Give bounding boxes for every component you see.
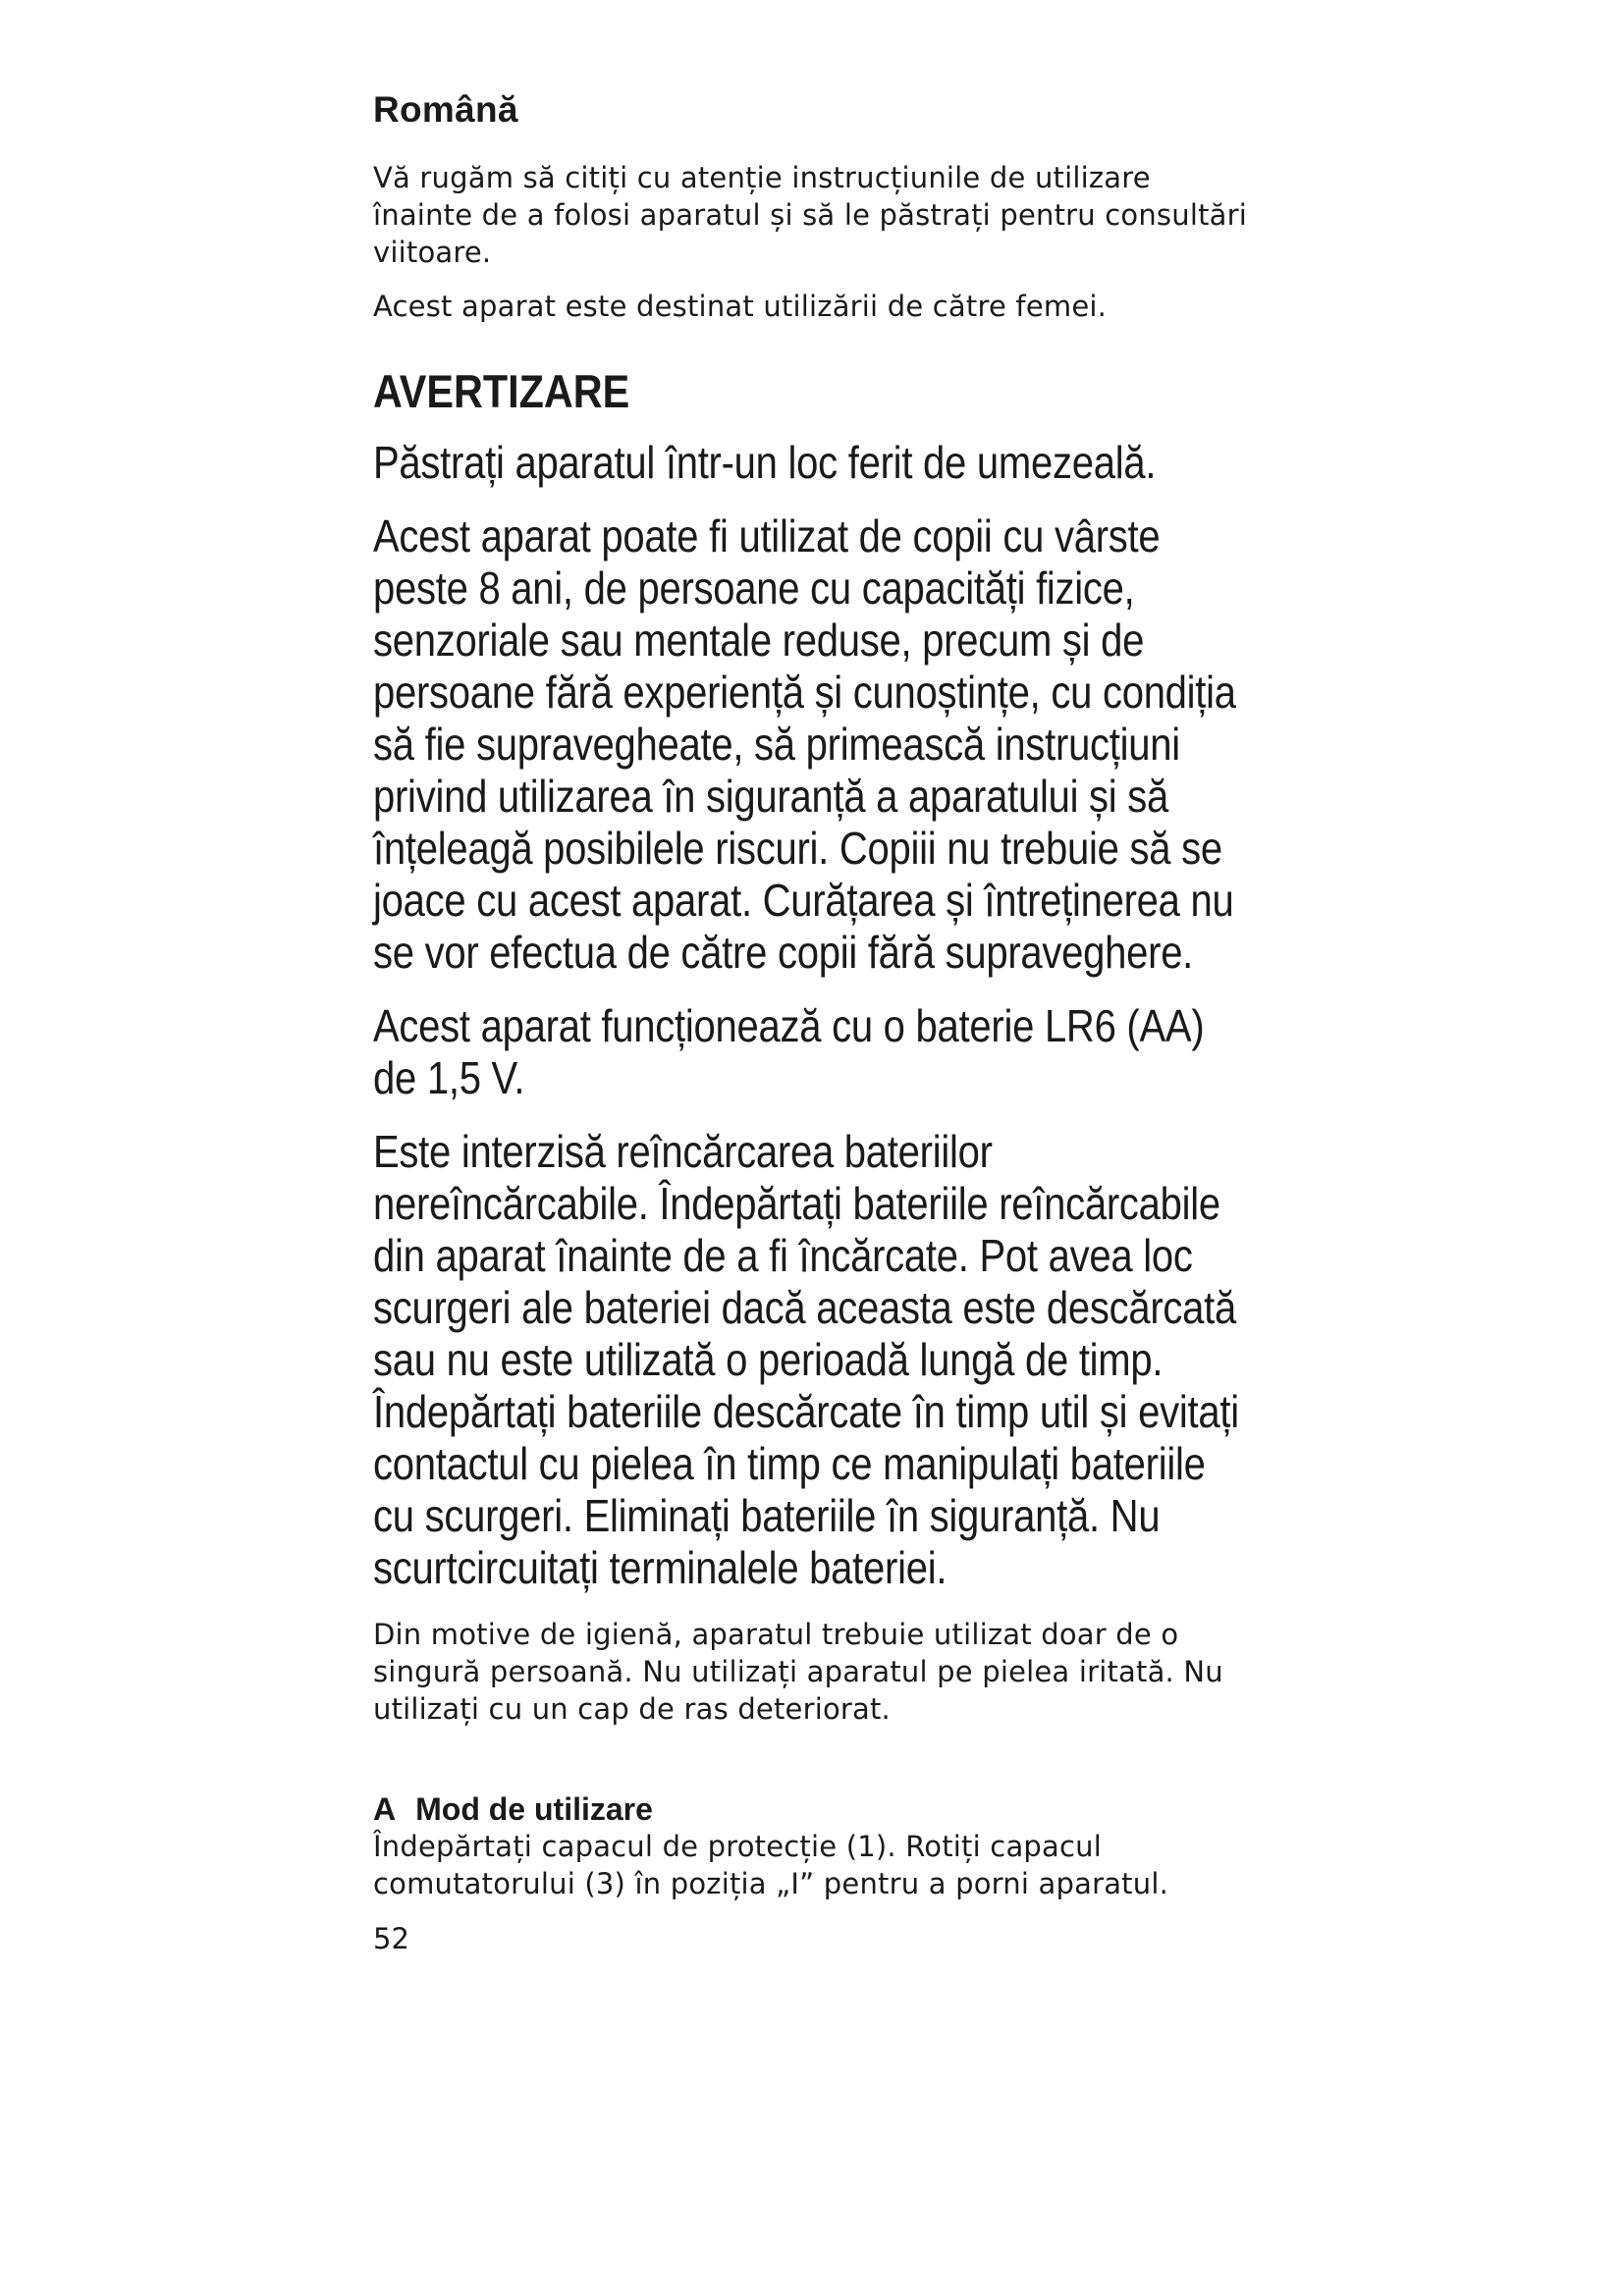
warning-paragraph-children: Acest aparat poate fi utilizat de copii cu vârste peste 8 ani, de persoane cu capacități fizice, senzoriale sau mentale reduse, precum și de persoane fără experiență și cunoștințe, cu condiția să fie supravegheate, să primească instrucțiuni privind utilizarea în siguranță a aparatului și să înțeleagă posibilele riscuri. Copiii nu trebuie să se joace cu acest aparat. Curățarea și întreținerea nu se vor efectua de către copii fără supraveghere. [373, 510, 1236, 978]
warning-title: AVERTIZARE [373, 365, 630, 417]
warning-paragraph-moisture: Păstrați aparatul într-un loc ferit de umezeală. [373, 437, 1157, 488]
page-number: 52 [373, 1922, 409, 1955]
warning-paragraph-battery-safety: Este interzisă reîncărcarea bateriilor nereîncărcabile. Îndepărtați bateriile reîncărcabile din aparat înainte de a fi încărcate. Pot avea loc scurgeri ale bateriei dacă aceasta este descărcată sau nu este utilizată o perioadă lungă de timp. Îndepărtați bateriile descărcate în timp util și evitați contactul cu pielea în timp ce manipulați bateriile cu scurgeri. Eliminați bateriile în siguranță. Nu scurtcircuitați terminalele bateriei. [373, 1126, 1239, 1593]
section-a-title-text: Mod de utilizare [415, 1791, 653, 1827]
section-a-body: Îndepărtați capacul de protecție (1). Rotiți capacul comutatorului (3) în poziția „I” pentru a porni aparatul. [373, 1830, 1169, 1900]
intro-paragraph-intended-use: Acest aparat este destinat utilizării de către femei. [373, 290, 1108, 323]
section-a-letter: A [373, 1791, 397, 1827]
warning-section [373, 437, 1257, 1594]
intro-paragraph-read-instructions: Vă rugăm să citiți cu atenție instrucțiunile de utilizare înainte de a folosi aparatul și să le păstrați pentru consultări viitoare. [373, 161, 1247, 269]
hygiene-note: Din motive de igienă, aparatul trebuie utilizat doar de o singură persoană. Nu utilizați aparatul pe pielea iritată. Nu utilizați cu un cap de ras deteriorat. [373, 1618, 1223, 1726]
warning-paragraph-battery-type: Acest aparat funcționează cu o baterie LR6 (AA) de 1,5 V. [373, 1000, 1205, 1103]
language-heading: Română [373, 89, 518, 130]
section-a-title [373, 1790, 1257, 1828]
manual-page [373, 86, 1257, 1957]
